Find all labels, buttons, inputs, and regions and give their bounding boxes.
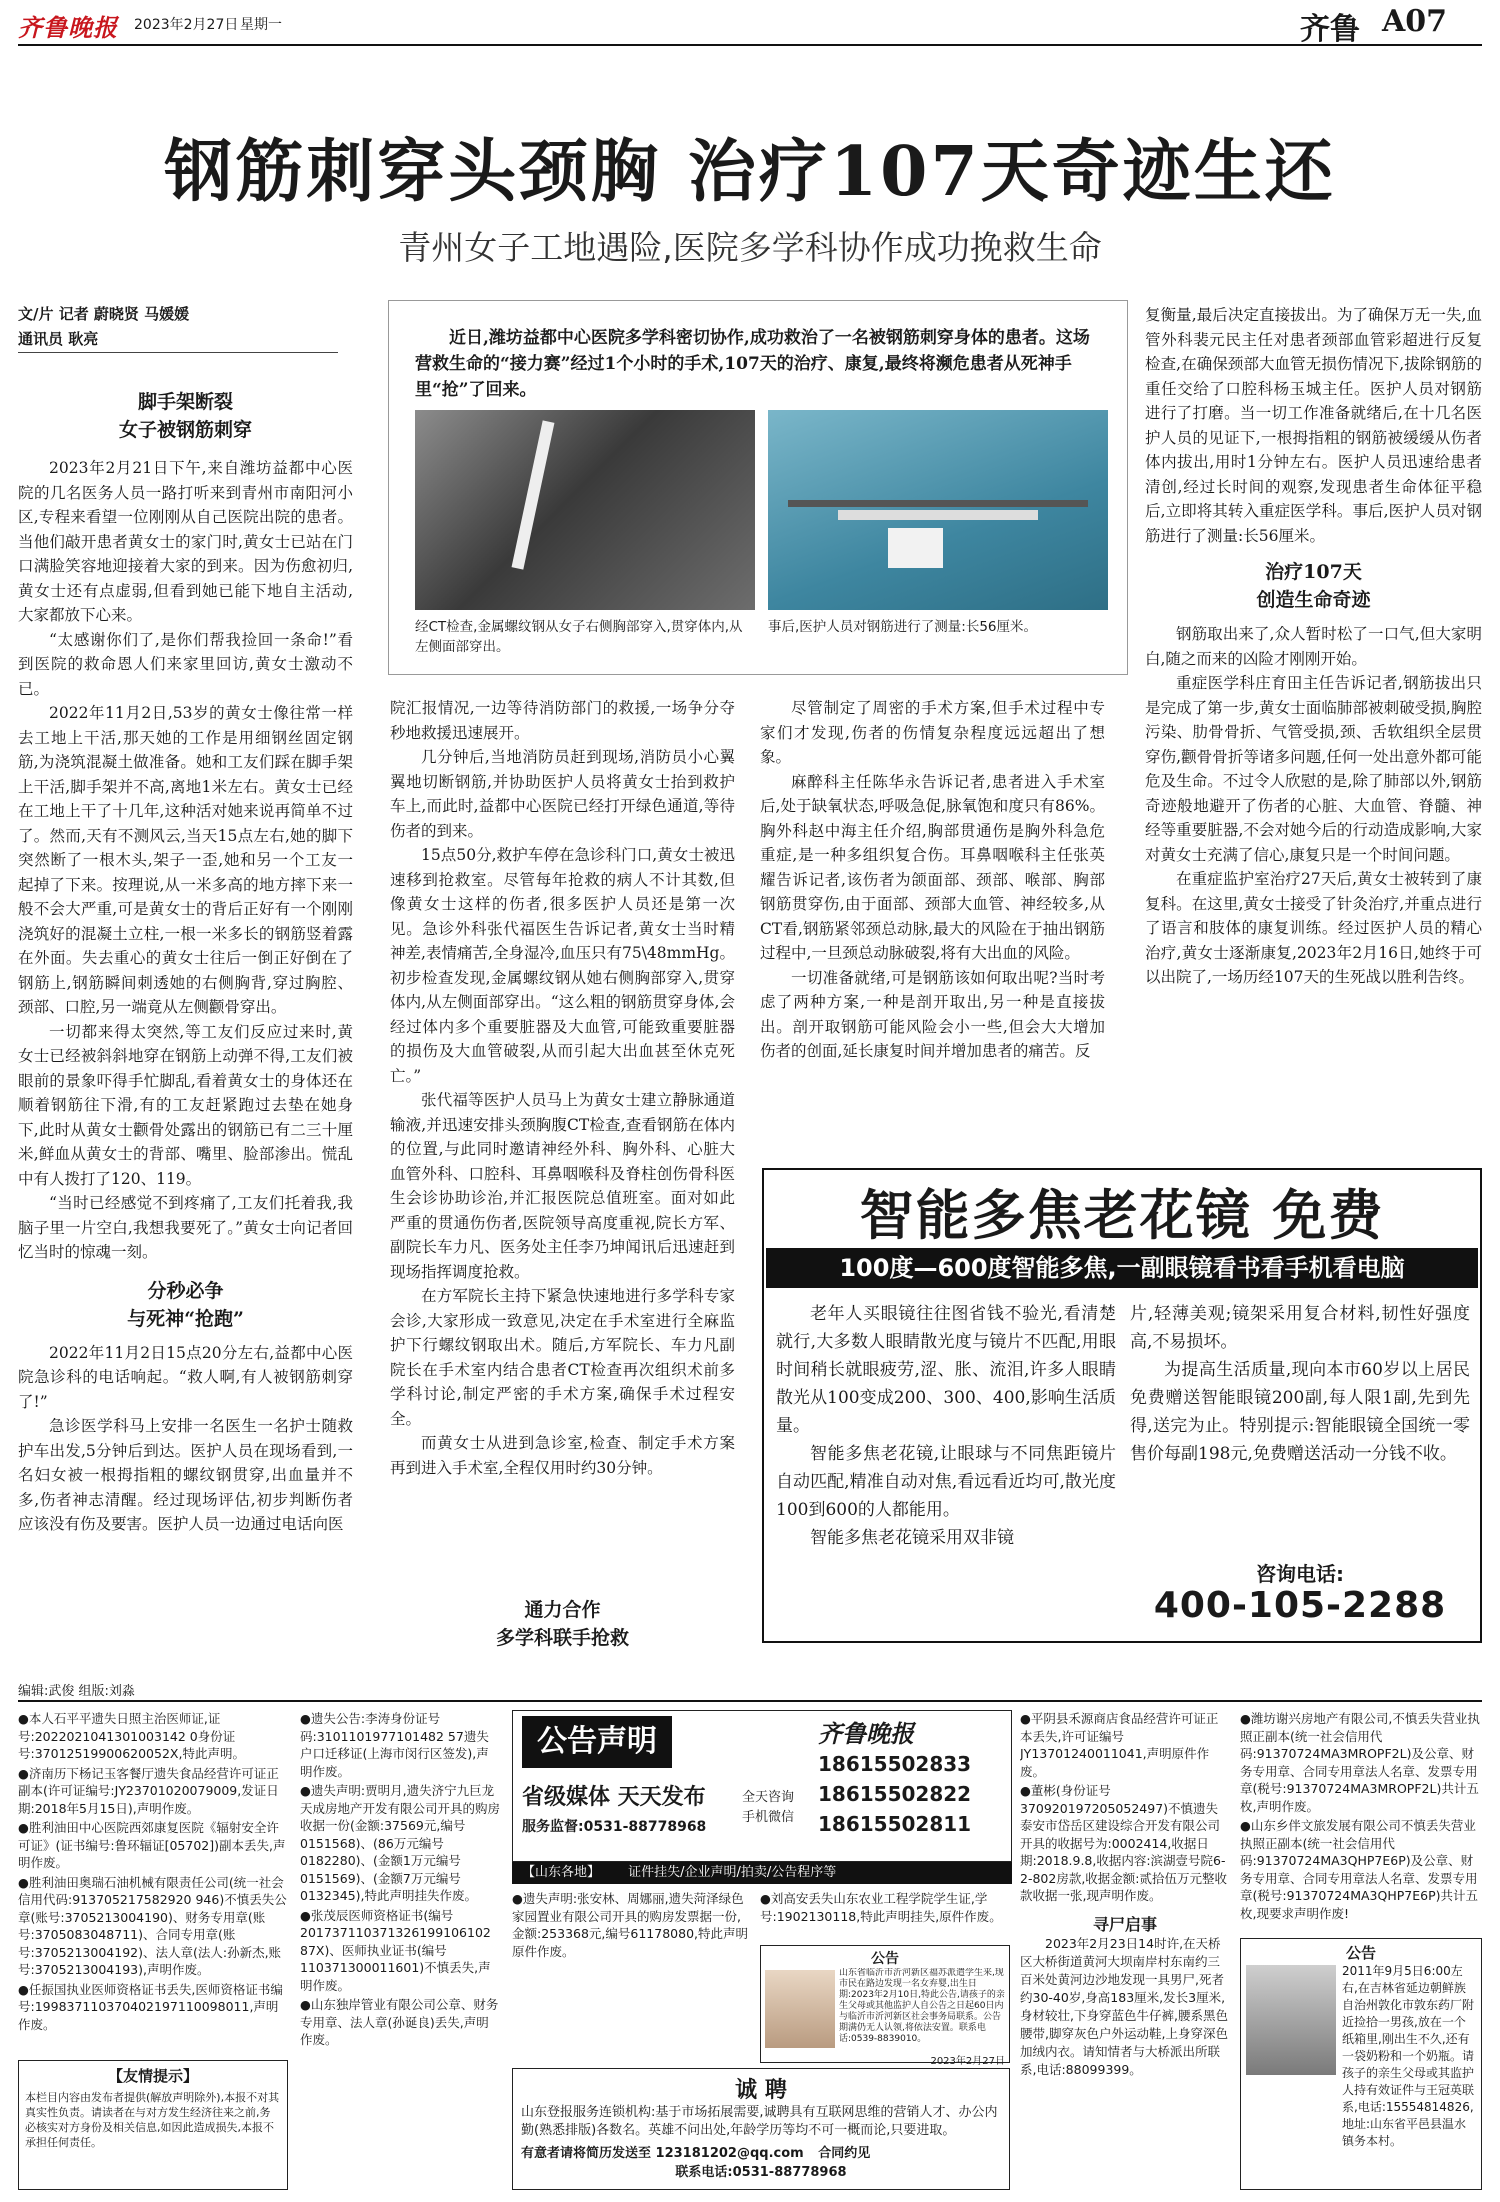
rebar-in-ct xyxy=(512,420,555,569)
notice-ad-phone-2: 18615502822 xyxy=(818,1782,972,1806)
article-col-1 xyxy=(18,388,353,1668)
notice-ad-service: 服务监督:0531-88778968 xyxy=(522,1819,707,1835)
infant-notice-date: 2023年2月27日 xyxy=(930,2056,1005,2067)
missing-child-notice-box xyxy=(1240,1938,1482,2190)
infant-notice-box xyxy=(760,1945,1010,2067)
subhead-teamwork: 通力合作 多学科联手抢救 xyxy=(495,1599,629,1649)
infant-notice-title: 公告 xyxy=(871,1951,899,1967)
missing-child-text: 2011年9月5日6:00左右,在吉林省延边朝鲜族自治州敦化市敦东药厂附近捡拾一男孩,放在一个纸箱里,刚出生不久,还有一袋奶粉和一个奶瓶。请孩子的亲生父母或其监护人持有效证件与王冠英联系,电话:15554814826,地址:山东省平邑县温水镇务本村。 xyxy=(1342,1964,1475,2148)
subhead-miracle: 治疗107天 创造生命奇迹 xyxy=(1256,561,1371,611)
issue-weekday: 星期一 xyxy=(240,17,282,33)
body-search-text: 2023年2月23日14时许,在天桥区大桥街道黄河大坝南岸村东南约三百米处黄河边沙地发现一具男尸,死者约30-40岁,身高183厘米,发长3厘米,身材较壮,下身穿蓝色牛仔裤,腰系黑色腰带,脚穿灰色户外运动鞋,上身穿深色加绒内衣。请知情者与大桥派出所联系,电话:88099399。 xyxy=(1020,1936,1228,2077)
classified-col-5: ●潍坊谢兴房地产有限公司,不慎丢失营业执照正副本(统一社会信用代码:91370724MA3MROPF2L)及公章、财务专用章、合同专用章法人名章、发票专用章(税号:91370724MA3MROPF2L)共计五枚,声明作废。 ●山东乡伴文旅发展有限公司不慎丢失营业执照正副本(统一社会信用代码:91370724MA3QHP7E6P)及公章、财务专用章、合同专用章法人名章、发票专用章(税号:91370724MA3QHP7E6P)共计五枚,现要求声明作废! xyxy=(1240,1711,1480,1921)
friendly-tip-title: 【友情提示】 xyxy=(107,2067,198,2085)
body-search-notice xyxy=(1020,1912,1230,2190)
body-search-title: 寻尸启事 xyxy=(1092,1915,1157,1934)
byline-rule xyxy=(18,352,338,353)
gauze-pad xyxy=(888,528,943,568)
recruit-text: 山东登报服务连锁机构:基于市场拓展需要,诚聘具有互联网思维的营销人才、办公内勤(熟悉排版)各数名。英雄不问出处,年龄学历等均不可一概而论,只要进取。 xyxy=(521,2105,998,2138)
glasses-hotline-label: 咨询电话: xyxy=(1256,1562,1344,1586)
issue-date: 2023年2月27日 xyxy=(134,17,239,33)
infant-photo xyxy=(765,1970,835,2048)
editors-line: 编辑:武俊 组版:刘淼 xyxy=(18,1684,135,1699)
recruit-email-line: 有意者请将简历发送至 123181202@qq.com 合同约见 xyxy=(521,2146,871,2161)
glasses-ad-right: 片,轻薄美观;镜架采用复合材料,韧性好强度高,不易损坏。 为提高生活质量,现向本市60岁以上居民免费赠送智能眼镜200副,每人限1副,先到先得,送完为止。特别提示:智能眼镜全国统一零售价每副198元,免费赠送活动一分钱不收。 xyxy=(1130,1304,1470,1464)
notice-ad-title: 公告声明 xyxy=(522,1716,672,1768)
rebar-on-table xyxy=(788,500,1088,507)
article-col-2 xyxy=(390,696,735,1668)
notice-ad-phone-3: 18615502811 xyxy=(818,1812,972,1836)
lead-text: 近日,潍坊益都中心医院多学科密切协作,成功救治了一名被钢筋刺穿身体的患者。这场营救生命的“接力赛”经过1个小时的手术,107天的治疗、康复,最终将濒危患者从死神手里“抢”了回来。 xyxy=(415,328,1090,400)
notice-ad-paper: 齐鲁晚报 xyxy=(818,1719,914,1748)
subhead-race: 分秒必争 与死神“抢跑” xyxy=(127,1279,244,1330)
glasses-hotline: 400-105-2288 xyxy=(1153,1585,1447,1626)
classified-col-2b: ●遗失声明:张安林、周娜丽,遗失菏泽绿色家园置业有限公司开具的购房发票据一份,金额:253368元,编号61178080,特此声明原件作废。 xyxy=(512,1891,748,1959)
paper-logo: 齐鲁晚报 xyxy=(18,13,118,42)
notice-ad-phone-1: 18615502833 xyxy=(818,1752,972,1776)
classified-col-4: ●平阴县禾源商店食品经营许可证正本丢失,许可证编号JY13701240011041,声明原件作废。 ●董彬(身份证号370920197205052497)不慎遗失泰安市岱岳区建设综合开发有限公司开具的收据号为:0002414,收据日期:2018.9.8,收据内容:滨湖壹号院6-2-802房款,收据金额:贰拾伍万元整收款收据一张,现声明作废。 xyxy=(1020,1711,1228,1903)
col4-paragraphs-b: 钢筋取出来了,众人暂时松了一口气,但大家明白,随之而来的凶险才刚刚开始。 重症医学科庄育田主任告诉记者,钢筋拔出只是完成了第一步,黄女士面临肺部被刺破受损,胸腔污染、肋骨骨折、气管受损,颈、舌软组织全层贯穿伤,颧骨骨折等诸多问题,任何一处出意外都可能危及生命。不过令人欣慰的是,除了肺部以外,钢筋奇迹般地避开了伤者的心脏、大血管、脊髓、神经等重要脏器,不会对她今后的行动造成影响,大家对黄女士充满了信心,康复只是一个时间问题。 在重症监护室治疗27天后,黄女士被转到了康复科。在这里,黄女士接受了针灸治疗,并重点进行了语言和肢体的康复训练。经过医护人员的精心治疗,黄女士逐渐康复,2023年2月16日,她终于可以出院了,一场历经107天的生死战以胜利告终。 xyxy=(1145,625,1482,986)
masthead xyxy=(18,44,1482,46)
notice-ad-wechat-label1: 全天咨询 xyxy=(742,1790,795,1805)
notice-ad-wechat-label2: 手机微信 xyxy=(742,1810,795,1825)
col1-paragraphs-a: 2023年2月21日下午,来自潍坊益都中心医院的几名医务人员一路打听来到青州市南阳河小区,专程来看望一位刚刚从自己医院出院的患者。当他们敲开患者黄女士的家门时,黄女士已站在门口满脸笑容地迎接着大家的到来。因为伤愈初归,黄女士还有点虚弱,但看到她已能下地自主活动,大家都放下心来。 “太感谢你们了,是你们帮我捡回一条命!”看到医院的救命恩人们来家里回访,黄女士激动不已。 2022年11月2日,53岁的黄女士像往常一样去工地上干活,那天她的工作是用细钢丝固定钢筋,为浇筑混凝土做准备。她和工友们踩在脚手架上干活,脚手架并不高,离地1米左右。黄女士已经在工地上干了十几年,这种活对她来说再简单不过了。然而,天有不测风云,当天15点左右,她的脚下突然断了一根木头,架子一歪,她和另一个工友一起掉了下来。按理说,从一米多高的地方摔下来一般不会大严重,可是黄女士的背后正好有一个刚刚浇筑好的混凝土立柱,一根一米多长的钢筋竖着露在外面。失去重心的黄女士往后一倒正好倒在了钢筋上,钢筋瞬间刺透她的右侧胸背,穿过胸腔、颈部、口腔,另一端竟从左侧颧骨穿出。 一切都来得太突然,等工友们反应过来时,黄女士已经被斜斜地穿在钢筋上动弹不得,工友们被眼前的景象吓得手忙脚乱,看着黄女士的身体还在顺着钢筋往下滑,有的工友赶紧跑过去垫在她身下,此时从黄女士颧骨处露出的钢筋已有二三十厘米,鲜血从黄女士的背部、嘴里、脸部渗出。慌乱中有人拨打了120、119。 “当时已经感觉不到疼痛了,工友们托着我,我脑子里一片空白,我想我要死了。”黄女士向记者回忆当时的惊魂一刻。 xyxy=(18,459,353,1261)
byline-correspondent: 通讯员 耿亮 xyxy=(18,330,99,348)
infant-notice-text: 山东省临沂市沂河新区福苏派遣学生来,现市民在路边发现一名女弃婴,出生日期:2023年2月10日,特此公告,请孩子的亲生父母或其他监护人自公告之日起60日内与临沂市沂河新区社会事务局联系。公告期满仍无人认领,将依法安置。联系电话:0539-8839010。 xyxy=(839,1968,1005,2044)
rebar-measure-photo xyxy=(768,410,1108,610)
measuring-ruler xyxy=(838,510,1038,520)
col1-paragraphs-b: 2022年11月2日15点20分左右,益都中心医院急诊科的电话响起。“救人啊,有人被钢筋刺穿了!” 急诊医学科马上安排一名医生一名护士随救护车出发,5分钟后到达。医护人员在现场看到,一名妇女被一根拇指粗的螺纹钢贯穿,出血量并不多,伤者神志清醒。经过现场评估,初步判断伤者应该没有伤及要害。医护人员一边通过电话向医 xyxy=(18,1343,353,1533)
notice-ad-slogan: 省级媒体 天天发布 xyxy=(522,1785,706,1810)
glasses-ad-banner: 100度—600度智能多焦,一副眼镜看书看手机看电脑 xyxy=(766,1248,1478,1288)
glasses-ad-left: 老年人买眼镜往往图省钱不验光,看清楚就行,大多数人眼睛散光度与镜片不匹配,用眼时间稍长就眼疲劳,涩、胀、流泪,许多人眼睛散光从100变成200、300、400,影响生活质量。 智能多焦老花镜,让眼球与不同焦距镜片自动匹配,精准自动对焦,看远看近均可,散光度100到600的人都能用。 智能多焦老花镜采用双非镜 xyxy=(776,1304,1116,1548)
photo-caption-measure: 事后,医护人员对钢筋进行了测量:长56厘米。 xyxy=(768,619,1038,635)
headline-subtitle: 青州女子工地遇险,医院多学科协作成功挽救生命 xyxy=(398,228,1102,267)
headline-title: 钢筋刺穿头颈胸 治疗107天奇迹生还 xyxy=(164,132,1336,212)
col3-paragraphs: 尽管制定了周密的手术方案,但手术过程中专家们才发现,伤者的伤情复杂程度远远超出了想象。 麻醉科主任陈华永告诉记者,患者进入手术室后,处于缺氧状态,呼吸急促,脉氧饱和度只有86%。胸外科赵中海主任介绍,胸部贯通伤是胸外科急危重症,是一种多组织复合伤。耳鼻咽喉科主任张英耀告诉记者,该伤者为颌面部、颈部、喉部、胸部钢筋贯穿伤,由于面部、颈部大血管、神经较多,从CT看,钢筋紧邻颈总动脉,最大的风险在于抽出钢筋过程中,一旦颈总动脉破裂,将有大出血的风险。 一切准备就绪,可是钢筋该如何取出呢?当时考虑了两种方案,一种是剖开取出,另一种是直接拔出。剖开取钢筋可能风险会小一些,但会大大增加伤者的创面,延长康复时间并增加患者的痛苦。反 xyxy=(760,699,1105,1060)
recruit-box xyxy=(512,2068,1010,2190)
classified-col-2: ●遗失公告:李涛身份证号码:3101101977101482 57遗失户口迁移证(上海市闵行区签发),声明作废。 ●遗失声明:贾明月,遗失济宁九巨龙天成房地产开发有限公司开具的购房收据一份(金额:37569元,编号0151568)、(86万元编号0182280)、(金额1万元编号0151569)、(金额7万元编号0132345),特此声明挂失作废。 ●张茂辰医师资格证书(编号201737110371326199106102 87X)、医师执业证书(编号110371300011601)不慎丢失,声明作废。 ●山东独岸管业有限公司公章、财务专用章、法人章(孙诞良)丢失,声明作废。 xyxy=(300,1711,500,2047)
ct-scan-photo xyxy=(415,410,755,610)
col4-paragraphs-a: 复衡量,最后决定直接拔出。为了确保万无一失,血管外科裴元民主任对患者颈部血管彩超进行反复检查,在确保颈部大血管无损伤情况下,拔除钢筋的重任交给了口腔科杨玉城主任。医护人员对钢筋进行了打磨。当一切工作准备就绪后,在十几名医护人员的见证下,一根拇指粗的钢筋被缓缓从伤者体内拔出,用时1分钟左右。医护人员迅速给患者清创,经过长时间的观察,发现患者生命体征平稳后,立即将其转入重症医学科。事后,医护人员对钢筋进行了测量:长56厘米。 xyxy=(1145,306,1482,545)
article-col-4 xyxy=(1145,303,1482,1183)
section-rule xyxy=(18,1700,1482,1702)
friendly-tip-box xyxy=(18,2060,288,2190)
article-col-3 xyxy=(760,696,1105,1166)
glasses-ad-title: 智能多焦老花镜 免费 xyxy=(859,1183,1385,1247)
recruit-title: 诚 聘 xyxy=(735,2078,787,2103)
section-name: 齐鲁 xyxy=(1300,12,1360,47)
page-number: A07 xyxy=(1382,4,1448,39)
byline-authors: 文/片 记者 蔚晓贤 马媛媛 xyxy=(18,305,190,323)
subhead-scaffold: 脚手架断裂 女子被钢筋刺穿 xyxy=(118,391,252,441)
child-photo xyxy=(1246,1965,1336,2075)
notice-ad-footer: 【山东各地】 证件挂失/企业声明/拍卖/公告程序等 xyxy=(512,1862,1012,1884)
photo-caption-ct: 经CT检查,金属螺纹钢从女子右侧胸部穿入,贯穿体内,从左侧面部穿出。 xyxy=(415,619,743,655)
col2-paragraphs: 院汇报情况,一边等待消防部门的救援,一场争分夺秒地救援迅速展开。 几分钟后,当地消防员赶到现场,消防员小心翼翼地切断钢筋,并协助医护人员将黄女士抬到救护车上,而此时,益都中心医院已经打开绿色通道,等待伤者的到来。 15点50分,救护车停在急诊科门口,黄女士被迅速移到抢救室。尽管每年抢救的病人不计其数,但像黄女士这样的伤者,很多医护人员还是第一次见。急诊外科张代福医生告诉记者,黄女士当时精神差,表情痛苦,全身湿冷,血压只有75\48mmHg。初步检查发现,金属螺纹钢从她右侧胸部穿入,贯穿体内,从左侧面部穿出。“这么粗的钢筋贯穿身体,会经过体内多个重要脏器及大血管,可能致重要脏器的损伤及大血管破裂,从而引起大出血甚至休克死亡。” 张代福等医护人员马上为黄女士建立静脉通道输液,并迅速安排头颈胸腹CT检查,查看钢筋在体内的位置,与此同时邀请神经外科、胸外科、心脏大血管外科、口腔科、耳鼻咽喉科及脊柱创伤骨科医生会诊协助诊治,并汇报医院总值班室。面对如此严重的贯通伤伤者,医院领导高度重视,院长方军、副院长车力凡、医务处主任李乃坤闻讯后迅速赶到现场指挥调度抢救。 在方军院长主持下紧急快速地进行多学科专家会诊,大家形成一致意见,决定在手术室进行全麻监护下行螺纹钢取出术。随后,方军院长、车力凡副院长在手术室内结合患者CT检查再次组织术前多学科讨论,制定严密的手术方案,确保手术过程安全。 而黄女士从进到急诊室,检查、制定手术方案再到进入手术室,全程仅用时约30分钟。 xyxy=(390,699,735,1477)
student-card-notice: ●刘高安丢失山东农业工程学院学生证,学号:1902130118,特此声明挂失,原件作废。 xyxy=(760,1891,1002,1924)
recruit-contact-line: 联系电话:0531-88778968 xyxy=(675,2165,847,2180)
classified-col-1: ●本人石平平遗失日照主治医师证,证号:2022021041301003142 0身份证号:37012519900620052X,特此声明。 ●济南历下杨记玉客餐厅遗失食品经营许可证正副本(许可证编号:JY23701020079009,发证日期:2018年5月15日),声明作废。 ●胜利油田中心医院西郊康复医院《辐射安全许可证》(证书编号:鲁环辐证[05702])副本丢失,声明作废。 ●胜利油田奥瑞石油机械有限责任公司(统一社会信用代码:913705217582920 946)不慎丢失公章(账号:3705213004190)、财务专用章(账号:3705083048711)、合同专用章(账号:3705213004192)、法人章(法人:孙新杰,账号:3705213004193),声明作废。 ●任振国执业医师资格证书丢失,医师资格证书编号:199837110370402197110098011,声明作废。 xyxy=(18,1711,287,2032)
missing-child-title: 公告 xyxy=(1345,1944,1376,1962)
friendly-tip-text: 本栏目内容由发布者提供(解放声明除外),本报不对其真实性负责。请读者在与对方发生经济往来之前,务必核实对方身份及相关信息,如因此造成损失,本报不承担任何责任。 xyxy=(25,2091,280,2149)
